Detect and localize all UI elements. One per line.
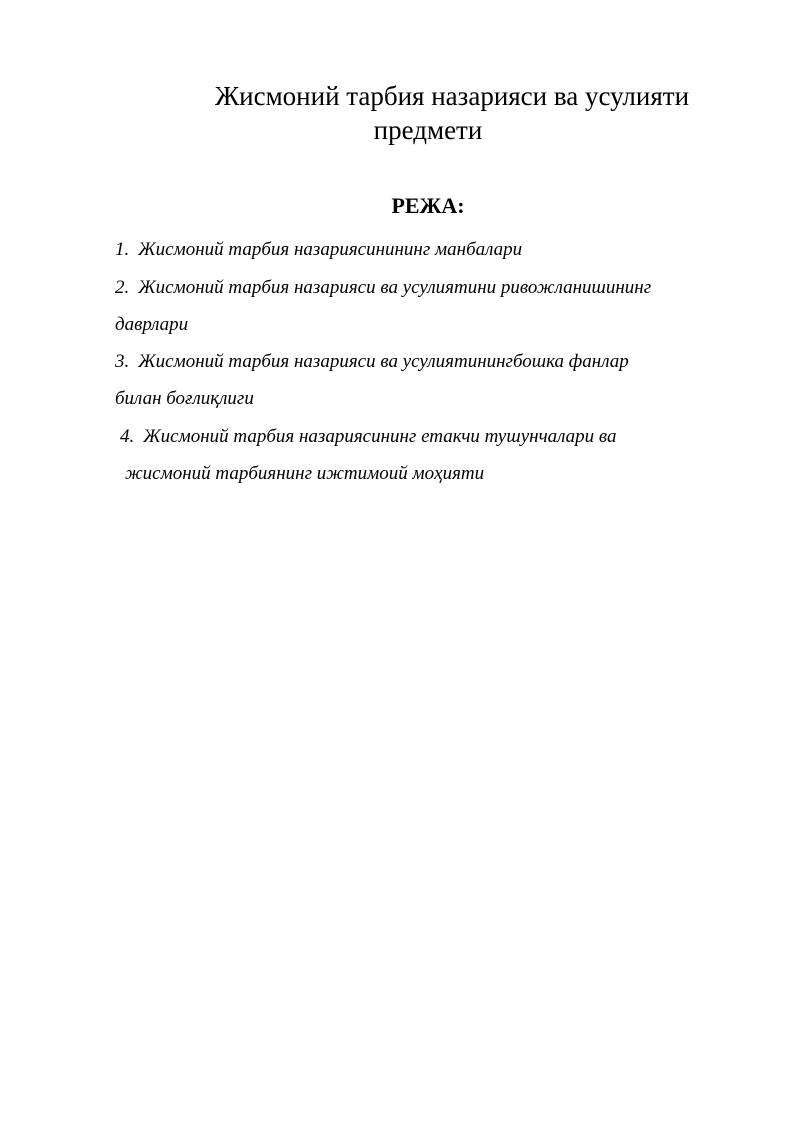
plan-item-number: 4.: [120, 426, 135, 447]
plan-item-2-continuation: даврлари: [115, 314, 189, 335]
document-title-line-2: предмети: [373, 115, 483, 145]
plan-item-1: [115, 238, 522, 262]
plan-heading: РЕЖА:: [391, 193, 465, 218]
plan-item-number: 2.: [115, 277, 130, 298]
plan-item-4-continuation: жисмоний тарбиянинг ижтимоий моҳияти: [125, 463, 485, 484]
plan-item-3-continuation: билан боғлиқлиги: [115, 388, 254, 409]
plan-item-3: [115, 350, 629, 374]
plan-item-2: [115, 276, 651, 300]
plan-item-text: Жисмоний тарбия назарияси ва усулиятини ривожланишининг: [138, 277, 652, 298]
document-title-line-1: Жисмоний тарбия назарияси ва усулияти: [214, 81, 690, 111]
plan-item-text: Жисмоний тарбия назариясининг етакчи тушунчалари ва: [143, 426, 617, 447]
plan-item-number: 1.: [115, 239, 130, 260]
plan-item-text: Жисмоний тарбия назарияси ва усулиятинингбошка фанлар: [138, 351, 629, 372]
plan-item-text: Жисмоний тарбия назариясинининг манбалари: [138, 239, 523, 260]
plan-item-4: [120, 425, 617, 449]
plan-item-number: 3.: [115, 351, 130, 372]
